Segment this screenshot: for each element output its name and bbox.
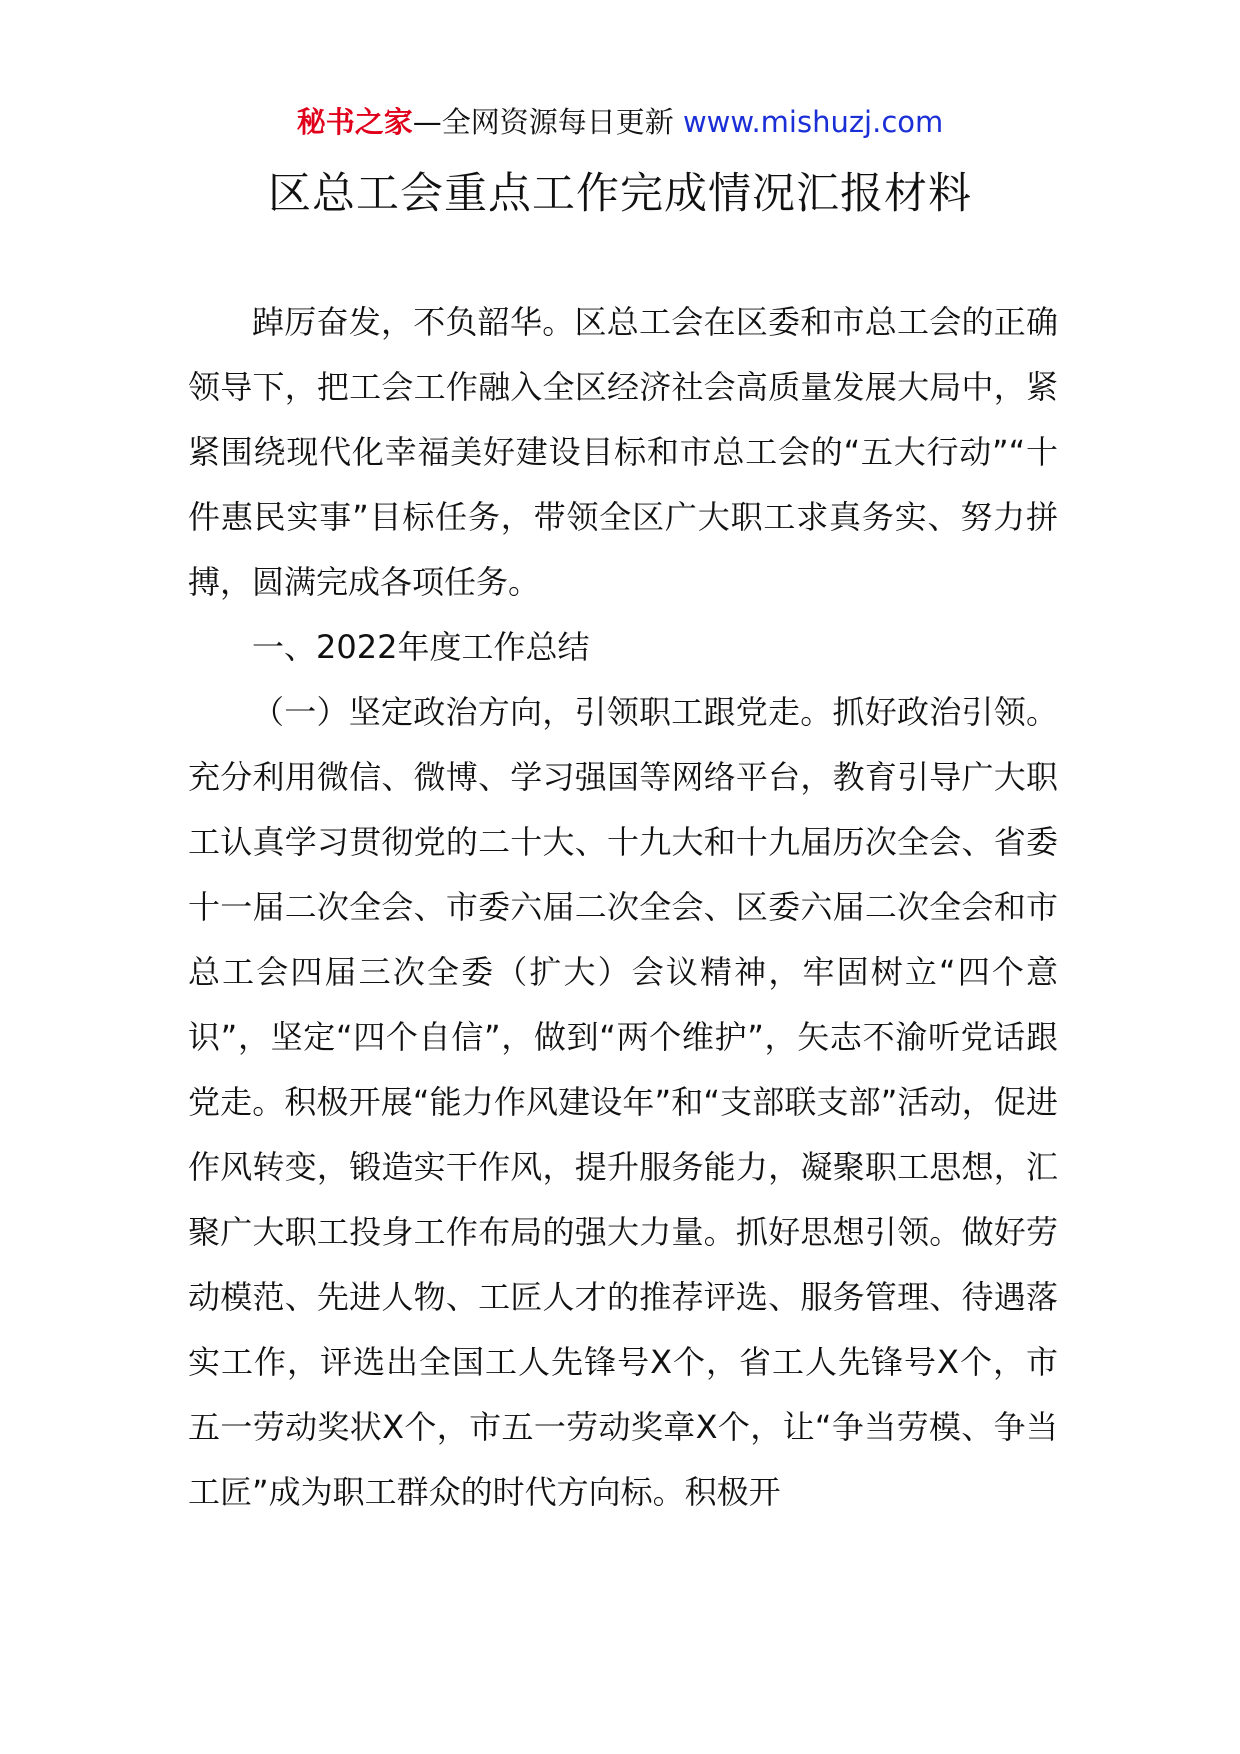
brand-name: 秘书之家 <box>296 105 413 139</box>
document-body <box>188 290 1058 1525</box>
document-title: 区总工会重点工作完成情况汇报材料 <box>268 169 972 219</box>
paragraph-intro: 踔厉奋发，不负韶华。区总工会在区委和市总工会的正确领导下，把工会工作融入全区经济社会高质量发展大局中，紧紧围绕现代化幸福美好建设目标和市总工会的“五大行动”“十件惠民实事”目标任务，带领全区广大职工求真务实、努力拼搏，圆满完成各项任务。 <box>188 303 1058 601</box>
banner-tagline: —全网资源每日更新 <box>412 105 683 139</box>
paragraph-political-direction: （一）坚定政治方向，引领职工跟党走。抓好政治引领。充分利用微信、微博、学习强国等网络平台，教育引导广大职工认真学习贯彻党的二十大、十九大和十九届历次全会、省委十一届二次全会、市委六届二次全会、区委六届二次全会和市总工会四届三次全委（扩大）会议精神，牢固树立“四个意识”，坚定“四个自信”，做到“两个维护”，矢志不渝听党话跟党走。积极开展“能力作风建设年”和“支部联支部”活动，促进作风转变，锻造实干作风，提升服务能力，凝聚职工思想，汇聚广大职工投身工作布局的强大力量。抓好思想引领。做好劳动模范、先进人物、工匠人才的推荐评选、服务管理、待遇落实工作，评选出全国工人先锋号X个，省工人先锋号X个，市五一劳动奖状X个，市五一劳动奖章X个，让“争当劳模、争当工匠”成为职工群众的时代方向标。积极开 <box>188 693 1058 1511</box>
site-banner <box>0 102 1240 142</box>
section-heading: 一、2022年度工作总结 <box>252 628 590 666</box>
site-url-link[interactable]: www.mishuzj.com <box>682 105 944 139</box>
